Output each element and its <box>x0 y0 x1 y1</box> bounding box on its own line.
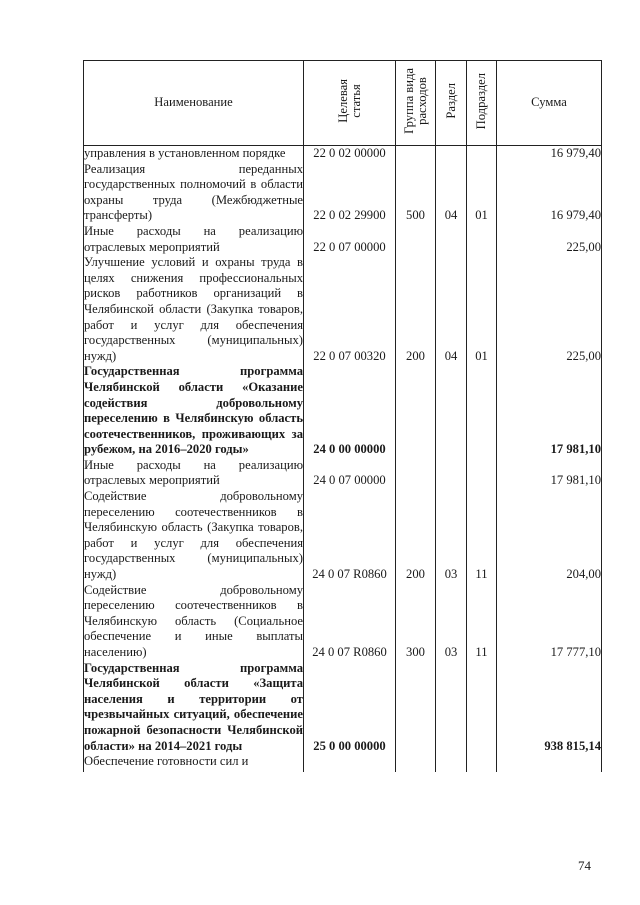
page-number: 74 <box>578 858 591 873</box>
row-target-article: 24 0 07 R0860 <box>304 583 396 661</box>
row-target-article: 24 0 07 R0860 <box>304 489 396 583</box>
header-sum: Сумма <box>497 61 602 146</box>
row-target-article: 22 0 07 00320 <box>304 255 396 364</box>
row-name: Иные расходы на реализацию отраслевых мероприятий <box>84 457 303 488</box>
table-row <box>84 146 602 162</box>
row-name: управления в установленном порядке <box>84 146 304 162</box>
row-sum: 16 979,40 <box>497 146 602 162</box>
row-target-article: 22 0 02 29900 <box>304 162 396 224</box>
row-expense-group <box>396 224 436 255</box>
table-row <box>84 583 602 661</box>
row-section <box>436 458 467 489</box>
row-sum <box>497 754 602 772</box>
row-name: Реализация переданных государственных полномочий в области охраны труда (Межбюджетные трансферты) <box>84 161 303 223</box>
row-target-article: 22 0 07 00000 <box>304 224 396 255</box>
budget-table <box>83 60 602 772</box>
row-name: Улучшение условий и охраны труда в целях снижения профессиональных рисков работников организаций в Челябинской области (Закупка товаров, работ и услуг для обеспечения государственных (муниципальных) нужд) <box>84 255 303 363</box>
row-name: Государственная программа Челябинской области «Оказание содействия добровольному переселению в Челябинскую область соотечественников, проживающих за рубежом, на 2016–2020 годы» <box>84 364 303 457</box>
row-expense-group <box>396 458 436 489</box>
row-section: 03 <box>436 583 467 661</box>
row-subsection: 11 <box>467 489 497 583</box>
row-name: Иные расходы на реализацию отраслевых мероприятий <box>84 223 303 254</box>
row-subsection <box>467 224 497 255</box>
table-row <box>84 255 602 364</box>
header-subsection: Подраздел <box>467 61 497 146</box>
row-subsection: 11 <box>467 583 497 661</box>
table-row <box>84 162 602 224</box>
row-target-article: 24 0 07 00000 <box>304 458 396 489</box>
row-name: Обеспечение готовности сил и <box>84 754 304 772</box>
table-row <box>84 489 602 583</box>
row-subsection <box>467 146 497 162</box>
header-target-article: Целевая статья <box>304 61 396 146</box>
header-expense-group: Группа вида расходов <box>396 61 436 146</box>
row-expense-group <box>396 754 436 772</box>
row-subsection: 01 <box>467 162 497 224</box>
row-expense-group: 500 <box>396 162 436 224</box>
table-row <box>84 458 602 489</box>
table-body <box>84 146 602 772</box>
row-target-article: 25 0 00 00000 <box>304 661 396 755</box>
row-expense-group <box>396 364 436 458</box>
table-header-row <box>84 61 602 146</box>
row-subsection <box>467 754 497 772</box>
table-row <box>84 364 602 458</box>
row-sum: 225,00 <box>497 224 602 255</box>
row-sum: 938 815,14 <box>497 661 602 755</box>
row-name: Содействие добровольному переселению соотечественников в Челябинскую область (Закупка товаров, работ и услуг для обеспечения государственных (муниципальных) нужд) <box>84 489 303 582</box>
row-expense-group <box>396 146 436 162</box>
row-expense-group <box>396 661 436 755</box>
row-subsection <box>467 458 497 489</box>
row-section <box>436 364 467 458</box>
row-sum: 225,00 <box>497 255 602 364</box>
row-expense-group: 200 <box>396 255 436 364</box>
row-subsection <box>467 364 497 458</box>
row-expense-group: 300 <box>396 583 436 661</box>
table-row <box>84 661 602 755</box>
row-section: 04 <box>436 162 467 224</box>
row-name: Государственная программа Челябинской области «Защита населения и территории от чрезвычайных ситуаций, обеспечение пожарной безопасности Челябинской области» на 2014–2021 годы <box>84 660 303 753</box>
row-expense-group: 200 <box>396 489 436 583</box>
row-section <box>436 754 467 772</box>
row-sum: 17 981,10 <box>497 364 602 458</box>
row-section <box>436 224 467 255</box>
header-section: Раздел <box>436 61 467 146</box>
row-sum: 16 979,40 <box>497 162 602 224</box>
row-target-article <box>304 754 396 772</box>
row-name: Содействие добровольному переселению соотечественников в Челябинскую область (Социальное обеспечение и иные выплаты населению) <box>84 582 303 659</box>
table-row <box>84 754 602 772</box>
row-subsection <box>467 661 497 755</box>
row-sum: 17 981,10 <box>497 458 602 489</box>
row-target-article: 24 0 00 00000 <box>304 364 396 458</box>
row-section: 04 <box>436 255 467 364</box>
header-name: Наименование <box>84 61 304 146</box>
row-target-article: 22 0 02 00000 <box>304 146 396 162</box>
row-section: 03 <box>436 489 467 583</box>
table-row <box>84 224 602 255</box>
row-sum: 204,00 <box>497 489 602 583</box>
row-section <box>436 661 467 755</box>
row-section <box>436 146 467 162</box>
row-subsection: 01 <box>467 255 497 364</box>
row-sum: 17 777,10 <box>497 583 602 661</box>
